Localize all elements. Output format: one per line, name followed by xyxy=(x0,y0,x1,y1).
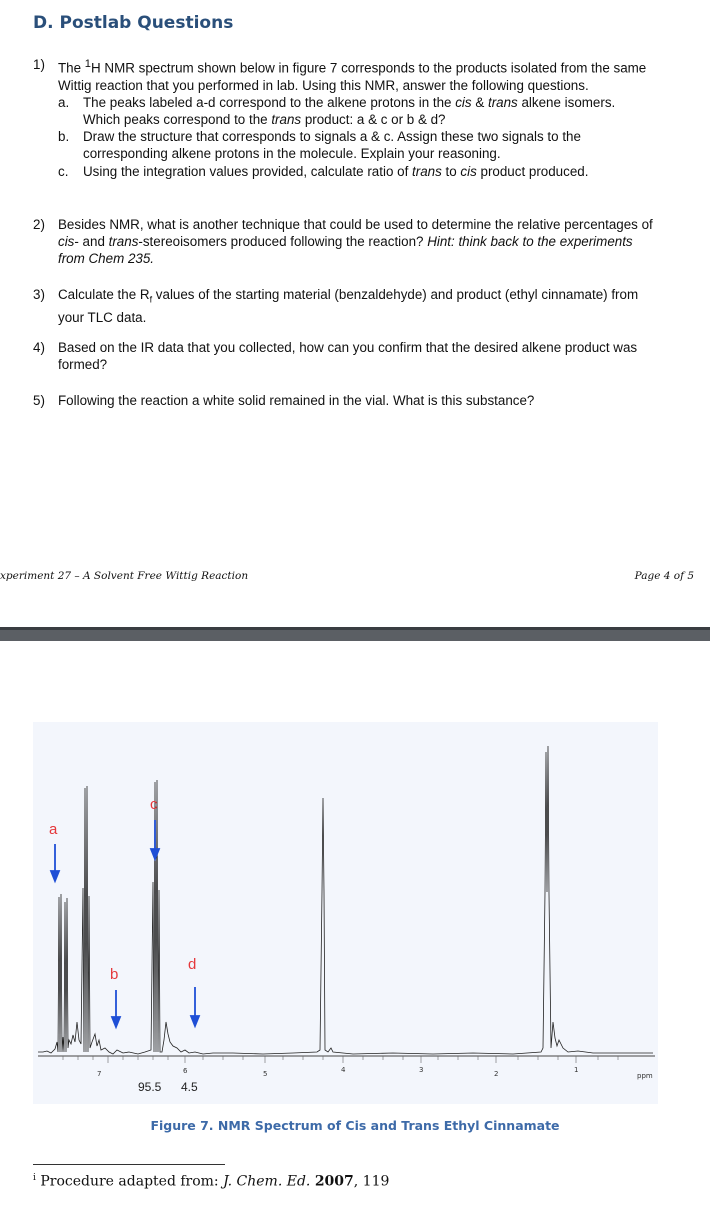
question-2 xyxy=(33,216,653,268)
sub-question-b xyxy=(58,128,653,162)
integration-value: 95.5 xyxy=(138,1080,162,1094)
sub-question-text: The peaks labeled a-d correspond to the alkene protons in the cis & trans alkene isomers. Which peaks correspond to the trans product: a & c or b & d? xyxy=(83,94,616,128)
tick-label: 4 xyxy=(341,1066,346,1074)
question-4 xyxy=(33,339,653,373)
tick-label: 3 xyxy=(419,1066,424,1074)
question-5 xyxy=(33,392,653,409)
page-separator xyxy=(0,627,710,641)
sub-question-text: Using the integration values provided, calculate ratio of trans to cis product produced. xyxy=(83,163,589,179)
footnote xyxy=(33,1173,389,1190)
peak-label-c: c xyxy=(150,796,158,813)
question-text: Calculate the $R_f$ values of the starting material (benzaldehyde) and product (ethyl cinnamate) from your TLC data. xyxy=(58,287,639,325)
sub-question-c xyxy=(58,163,653,180)
tick-label: 6 xyxy=(183,1067,188,1075)
question-number: 4) xyxy=(33,340,45,355)
tick-label: 1 xyxy=(574,1066,579,1074)
question-number: 2) xyxy=(33,217,45,232)
question-text: Following the reaction a white solid remained in the vial. What is this substance? xyxy=(58,393,535,408)
question-3 xyxy=(33,286,653,326)
arrow-a-icon xyxy=(51,844,59,881)
tick-label: 5 xyxy=(263,1070,268,1078)
question-text: Based on the IR data that you collected, how can you confirm that the desired alkene product was formed? xyxy=(58,340,638,373)
page-number: Page 4 of 5 xyxy=(634,570,694,582)
peak-label-b: b xyxy=(110,966,119,983)
question-number: 3) xyxy=(33,287,45,302)
integration-value: 4.5 xyxy=(181,1080,198,1094)
footnote-page: , 119 xyxy=(353,1173,390,1190)
page-footer-title: xperiment 27 – A Solvent Free Wittig Reaction xyxy=(0,570,249,582)
arrow-b-icon xyxy=(112,990,120,1027)
question-text: The $^1$H NMR spectrum shown below in figure 7 corresponds to the products isolated from the same Wittig reaction that you performed in lab. Using this NMR, answer the following questions. xyxy=(58,58,647,93)
question-number: 1) xyxy=(33,57,45,72)
footnote-divider xyxy=(33,1164,225,1165)
footnote-marker: i xyxy=(33,1173,36,1183)
sub-letter: b. xyxy=(58,129,70,145)
tick-label: 2 xyxy=(494,1070,499,1078)
question-number: 5) xyxy=(33,393,45,408)
footnote-prefix: Procedure adapted from: xyxy=(40,1173,224,1190)
sub-letter: c. xyxy=(58,163,69,179)
arrow-c-icon xyxy=(151,820,159,859)
axis-minor-ticks xyxy=(63,1056,618,1063)
nmr-spectrum-figure xyxy=(33,722,658,1104)
sub-question-a xyxy=(58,94,653,128)
tick-label: 7 xyxy=(97,1070,102,1078)
nmr-trace xyxy=(38,746,653,1054)
axis-unit-label: ppm xyxy=(637,1072,653,1080)
peak-label-a: a xyxy=(49,821,58,838)
footnote-year: 2007 xyxy=(314,1173,354,1190)
arrow-d-icon xyxy=(191,987,199,1026)
peak-label-d: d xyxy=(188,956,197,973)
question-text: Besides NMR, what is another technique that could be used to determine the relative percentages of cis- and trans-stereoisomers produced following the reaction? Hint: think back to the experiments from Chem 235. xyxy=(58,217,653,267)
figure-caption: Figure 7. NMR Spectrum of Cis and Trans Ethyl Cinnamate xyxy=(150,1118,560,1133)
nmr-spectrum xyxy=(33,722,658,1104)
sub-question-text: Draw the structure that corresponds to signals a & c. Assign these two signals to the corresponding alkene protons in the molecule. Explain your reasoning. xyxy=(83,129,581,162)
sub-letter: a. xyxy=(58,94,70,110)
section-heading: D. Postlab Questions xyxy=(33,13,234,33)
footnote-journal: J. Chem. Ed. xyxy=(223,1173,311,1190)
question-1 xyxy=(33,56,653,180)
